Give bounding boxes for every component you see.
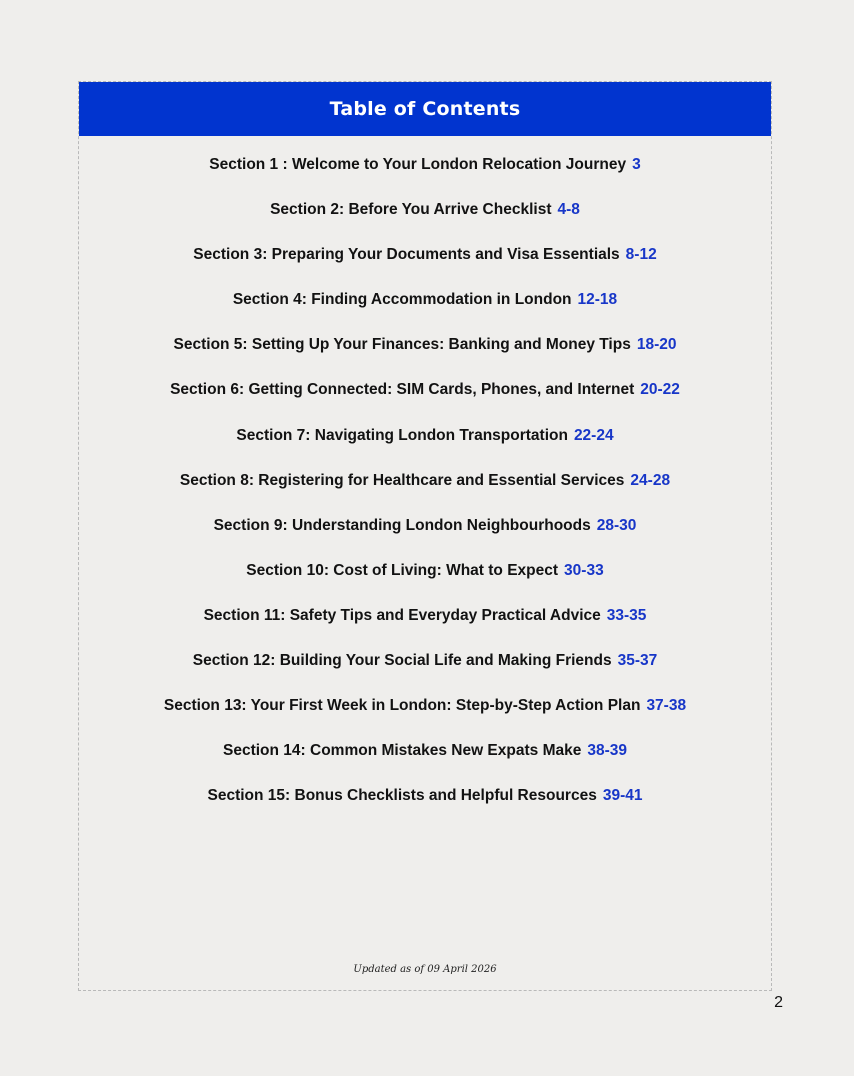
toc-entry-section-14[interactable] bbox=[79, 738, 771, 783]
toc-entry-pages: 22-24 bbox=[573, 426, 614, 444]
toc-entry-pages: 38-39 bbox=[587, 742, 627, 760]
toc-entry-title: Section 1 : Welcome to Your London Relocation Journey bbox=[209, 156, 627, 173]
page-number: 2 bbox=[774, 994, 783, 1011]
toc-entry-section-12[interactable] bbox=[79, 648, 771, 693]
toc-entry-pages: 20-22 bbox=[640, 381, 680, 399]
toc-entry-title: Section 4: Finding Accommodation in London bbox=[232, 291, 572, 309]
toc-entry-title: Section 9: Understanding London Neighbourhoods bbox=[213, 516, 591, 534]
updated-date-note: Updated as of 09 April 2026 bbox=[353, 964, 497, 975]
toc-entry-pages: 33-35 bbox=[606, 606, 647, 624]
toc-entry-pages: 39-41 bbox=[602, 787, 643, 805]
toc-entry-section-11[interactable] bbox=[79, 603, 771, 648]
toc-header bbox=[79, 82, 771, 136]
toc-heading: Table of Contents bbox=[329, 98, 521, 120]
toc-entry-pages: 24-28 bbox=[630, 471, 671, 489]
toc-entry-pages: 18-20 bbox=[636, 336, 677, 354]
toc-entry-section-5[interactable] bbox=[79, 332, 771, 377]
toc-entry-title: Section 10: Cost of Living: What to Expect bbox=[246, 561, 559, 579]
toc-entry-pages: 3 bbox=[632, 156, 641, 173]
toc-entry-title: Section 8: Registering for Healthcare and Essential Services bbox=[179, 471, 625, 489]
toc-list bbox=[79, 152, 771, 828]
toc-entry-section-3[interactable] bbox=[79, 242, 771, 287]
toc-entry-section-10[interactable] bbox=[79, 558, 771, 603]
toc-entry-title: Section 2: Before You Arrive Checklist bbox=[270, 201, 552, 219]
toc-entry-pages: 8-12 bbox=[625, 246, 657, 264]
toc-entry-section-15[interactable] bbox=[79, 783, 771, 828]
toc-entry-title: Section 6: Getting Connected: SIM Cards, Phones, and Internet bbox=[170, 381, 635, 399]
toc-entry-section-2[interactable] bbox=[79, 197, 771, 242]
toc-entry-title: Section 12: Building Your Social Life and Making Friends bbox=[192, 652, 612, 670]
toc-entry-section-13[interactable] bbox=[79, 693, 771, 738]
toc-entry-title: Section 15: Bonus Checklists and Helpful Resources bbox=[207, 787, 597, 805]
toc-entry-section-9[interactable] bbox=[79, 513, 771, 558]
toc-entry-pages: 28-30 bbox=[596, 516, 637, 534]
toc-entry-title: Section 14: Common Mistakes New Expats Make bbox=[223, 742, 582, 760]
toc-entry-section-1[interactable] bbox=[79, 152, 771, 197]
toc-entry-pages: 30-33 bbox=[564, 561, 604, 579]
toc-entry-title: Section 13: Your First Week in London: Step-by-Step Action Plan bbox=[163, 697, 641, 715]
toc-entry-title: Section 5: Setting Up Your Finances: Banking and Money Tips bbox=[173, 336, 631, 354]
toc-entry-title: Section 7: Navigating London Transportation bbox=[236, 426, 568, 444]
toc-entry-section-4[interactable] bbox=[79, 287, 771, 332]
toc-entry-pages: 12-18 bbox=[577, 291, 618, 309]
toc-entry-title: Section 11: Safety Tips and Everyday Practical Advice bbox=[203, 606, 601, 624]
toc-entry-pages: 4-8 bbox=[557, 201, 580, 219]
toc-entry-pages: 35-37 bbox=[617, 652, 658, 670]
table-of-contents bbox=[78, 81, 772, 991]
toc-entry-section-7[interactable] bbox=[79, 423, 771, 468]
toc-entry-title: Section 3: Preparing Your Documents and Visa Essentials bbox=[193, 246, 620, 264]
toc-entry-section-8[interactable] bbox=[79, 468, 771, 513]
toc-entry-section-6[interactable] bbox=[79, 377, 771, 422]
toc-entry-pages: 37-38 bbox=[646, 697, 687, 715]
